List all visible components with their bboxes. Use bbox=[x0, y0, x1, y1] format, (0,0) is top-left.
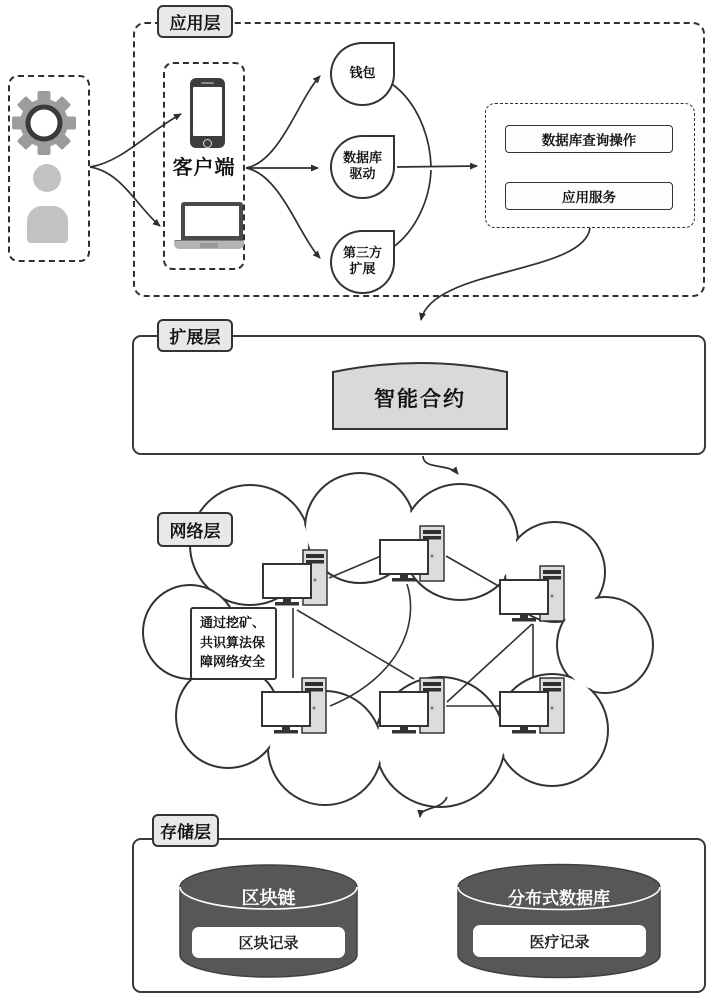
blockchain-title: 区块链 bbox=[241, 888, 296, 909]
network-security-note: 通过挖矿、共识算法保障网络安全 bbox=[190, 607, 277, 680]
db-query-box: 数据库查询操作 bbox=[505, 125, 673, 153]
laptop-icon bbox=[181, 202, 243, 240]
third-party-shape bbox=[330, 230, 395, 294]
storage-layer-box bbox=[132, 838, 706, 993]
block-record-box: 区块记录 bbox=[192, 927, 345, 958]
wallet-shape bbox=[330, 42, 395, 106]
app-service-box: 应用服务 bbox=[505, 182, 673, 210]
smartphone-icon bbox=[190, 78, 225, 148]
user-icon bbox=[33, 164, 61, 192]
smart-contract-label: 智能合约 bbox=[374, 387, 466, 411]
user-icon-body bbox=[27, 206, 68, 243]
wallet-label: 钱包 bbox=[349, 65, 376, 81]
storage-layer-label: 存储层 bbox=[152, 814, 219, 847]
client-label: 客户端 bbox=[172, 155, 236, 179]
application-layer-label: 应用层 bbox=[157, 5, 233, 38]
distributed-db-title: 分布式数据库 bbox=[508, 889, 610, 909]
network-layer-label: 网络层 bbox=[157, 512, 233, 547]
medical-record-box: 医疗记录 bbox=[473, 925, 646, 957]
third-party-label: 第三方扩展 bbox=[342, 245, 382, 277]
extension-layer-label: 扩展层 bbox=[157, 319, 233, 352]
db-driver-shape bbox=[330, 135, 395, 199]
laptop-icon-base bbox=[174, 240, 244, 249]
db-driver-label: 数据库驱动 bbox=[342, 150, 382, 182]
